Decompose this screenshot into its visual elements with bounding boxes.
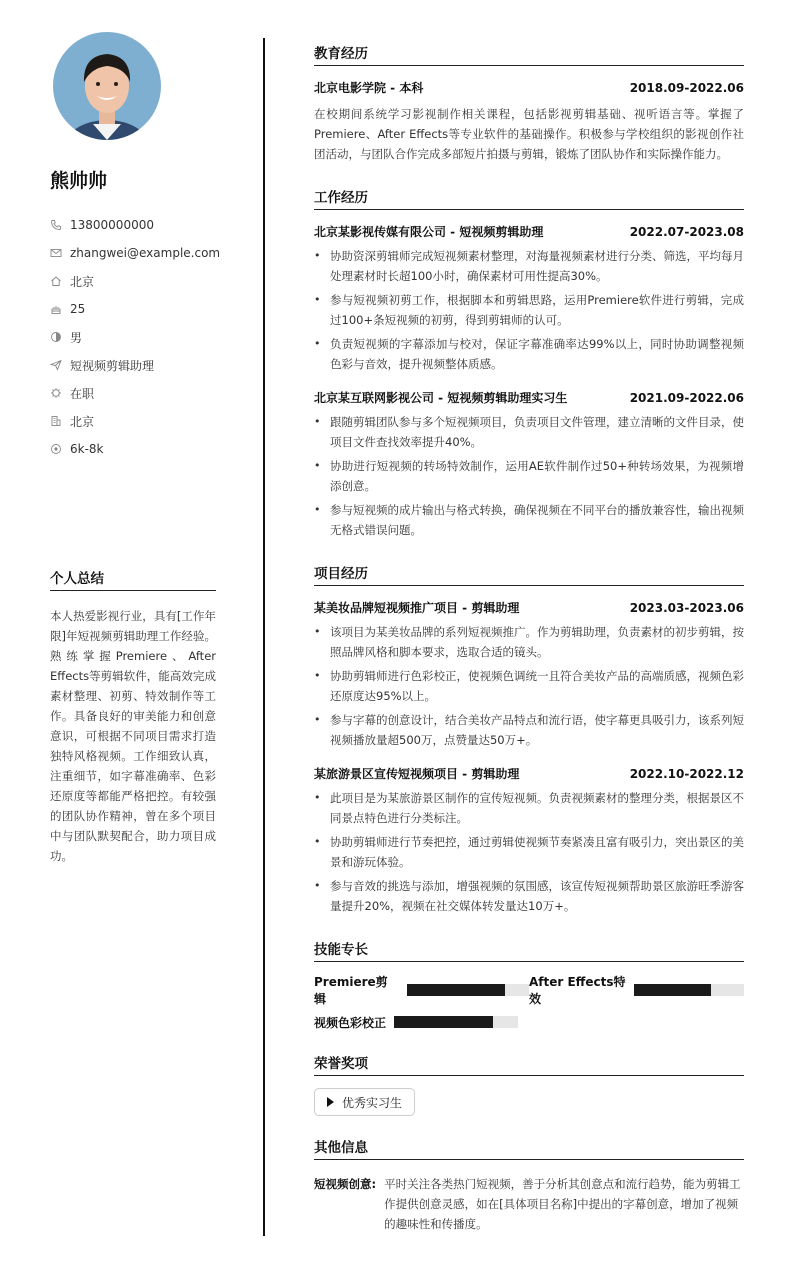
skill-level-fill: [407, 984, 505, 996]
skill-name: 视频色彩校正: [314, 1015, 387, 1030]
info-city: [50, 407, 216, 435]
skill-item: [529, 974, 744, 1006]
main-content: [314, 42, 744, 1234]
home-icon: [50, 275, 62, 287]
entry-title: 北京电影学院 - 本科: [314, 81, 424, 95]
entry-date: 2022.07-2023.08: [629, 225, 744, 239]
status-icon: [50, 387, 62, 399]
bullet-list: [314, 788, 744, 916]
column-divider: [263, 38, 265, 1236]
section-title: 技能专长: [314, 938, 744, 962]
list-item: • 负责短视频的字幕添加与校对，保证字幕准确率达99%以上，同时协助调整视频色彩与音效，提升视频整体质感。: [314, 334, 744, 374]
skill-item: [314, 974, 529, 1006]
entry-date: 2023.03-2023.06: [629, 601, 744, 615]
info-value: zhangwei@example.com: [70, 246, 221, 260]
honor-label: 优秀实习生: [342, 1095, 403, 1110]
list-item: • 跟随剪辑团队参与多个短视频项目，负责项目文件管理，建立清晰的文件目录，使项目文件查找效率提升40%。: [314, 412, 744, 452]
entry-title: 某美妆品牌短视频推广项目 - 剪辑助理: [314, 601, 520, 615]
sidebar: [50, 32, 221, 463]
play-triangle-icon: [327, 1097, 334, 1107]
entry-title: 某旅游景区宣传短视频项目 - 剪辑助理: [314, 767, 520, 781]
skill-item: [314, 1006, 529, 1038]
cake-icon: [50, 303, 62, 315]
projects-section: [314, 562, 744, 916]
education-entry-head: [314, 80, 744, 96]
entry-title: 北京某影视传媒有限公司 - 短视频剪辑助理: [314, 225, 544, 239]
honors-section: [314, 1052, 744, 1116]
email-icon: [50, 247, 62, 259]
skill-level-fill: [634, 984, 711, 996]
info-gender: [50, 323, 216, 351]
info-age: [50, 295, 216, 323]
bullet-list: [314, 622, 744, 750]
info-position: [50, 351, 216, 379]
entry-description: 在校期间系统学习影视制作相关课程，包括影视剪辑基础、视听语言等。掌握了Premiere、After Effects等专业软件的基础操作。积极参与学校组织的影视创作社团活动，与团队合作完成多部短片拍摄与剪辑，锻炼了团队协作和实际操作能力。: [314, 107, 744, 161]
other-section: [314, 1136, 744, 1234]
info-home: [50, 267, 216, 295]
send-icon: [50, 359, 62, 371]
skill-name: Premiere剪辑: [314, 975, 388, 1006]
entry-date: 2018.09-2022.06: [629, 81, 744, 95]
salary-icon: [50, 443, 62, 455]
contact-info-list: [50, 211, 221, 463]
section-title: 荣誉奖项: [314, 1052, 744, 1076]
list-item: • 参与字幕的创意设计，结合美妆产品特点和流行语，使字幕更具吸引力，该系列短视频播放量超500万，点赞量达50万+。: [314, 710, 744, 750]
honor-badge: [314, 1088, 415, 1116]
list-item: • 参与短视频初剪工作，根据脚本和剪辑思路，运用Premiere软件进行剪辑，完成过100+条短视频的初剪，得到剪辑师的认可。: [314, 290, 744, 330]
entry-title: 北京某互联网影视公司 - 短视频剪辑助理实习生: [314, 391, 568, 405]
info-phone: [50, 211, 216, 239]
work-entry-head: [314, 224, 744, 240]
skill-level-fill: [394, 1016, 493, 1028]
info-salary: [50, 435, 216, 463]
personal-summary: [50, 567, 216, 866]
list-item: • 协助进行短视频的转场特效制作，运用AE软件制作过50+种转场效果，为视频增添创意。: [314, 456, 744, 496]
info-value: 北京: [70, 414, 95, 429]
section-title: 项目经历: [314, 562, 744, 586]
info-value: 6k-8k: [70, 442, 104, 456]
work-entry-head: [314, 390, 744, 406]
skill-level-bar: [634, 984, 744, 996]
work-section: [314, 186, 744, 540]
avatar: [53, 32, 161, 140]
info-value: 在职: [70, 386, 95, 401]
building-icon: [50, 415, 62, 427]
section-title: 其他信息: [314, 1136, 744, 1160]
other-info-value: 平时关注各类热门短视频，善于分析其创意点和流行趋势，能为剪辑工作提供创意灵感，如在[具体项目名称]中提出的字幕创意，增加了视频的趣味性和传播度。: [384, 1177, 741, 1231]
other-info-row: [314, 1174, 744, 1234]
summary-text: 本人热爱影视行业，具有[工作年限]年短视频剪辑助理工作经验。熟练掌握Premiere、After Effects等剪辑软件，能高效完成素材整理、初剪、特效制作等工作。具备良好的审美能力和创意意识，可根据不同项目需求打造独特风格视频。工作细致认真，注重细节，如字幕准确率、色彩还原度等都能严格把控。有较强的团队协作精神，曾在多个项目中与团队默契配合，助力项目成功。: [50, 609, 216, 863]
project-entry-head: [314, 600, 744, 616]
info-email: [50, 239, 221, 267]
bullet-list: [314, 412, 744, 540]
section-title: 工作经历: [314, 186, 744, 210]
info-status: [50, 379, 216, 407]
list-item: • 参与音效的挑选与添加，增强视频的氛围感，该宣传短视频帮助景区旅游旺季游客量提升20%，视频在社交媒体转发量达10万+。: [314, 876, 744, 916]
skill-level-bar: [394, 1016, 518, 1028]
section-title: 个人总结: [50, 567, 216, 591]
list-item: • 协助资深剪辑师完成短视频素材整理，对海量视频素材进行分类、筛选，平均每月处理素材时长超100小时，确保素材可用性提高30%。: [314, 246, 744, 286]
skills-list: [314, 974, 744, 1038]
gender-icon: [50, 331, 62, 343]
info-value: 13800000000: [70, 218, 154, 232]
phone-icon: [50, 219, 62, 231]
info-value: 短视频剪辑助理: [70, 358, 155, 373]
bullet-list: [314, 246, 744, 374]
list-item: • 协助剪辑师进行色彩校正，使视频色调统一且符合美妆产品的高端质感，视频色彩还原度达95%以上。: [314, 666, 744, 706]
skill-name: After Effects特效: [529, 975, 626, 1006]
list-item: • 此项目是为某旅游景区制作的宣传短视频。负责视频素材的整理分类，根据景区不同景点特色进行分类标注。: [314, 788, 744, 828]
skill-level-bar: [407, 984, 529, 996]
skills-section: [314, 938, 744, 1038]
info-value: 25: [70, 302, 86, 316]
entry-date: 2021.09-2022.06: [629, 391, 744, 405]
list-item: • 参与短视频的成片输出与格式转换，确保视频在不同平台的播放兼容性，输出视频无格式错误问题。: [314, 500, 744, 540]
other-info-key: 短视频创意:: [314, 1177, 377, 1191]
education-section: [314, 42, 744, 164]
list-item: • 该项目为某美妆品牌的系列短视频推广。作为剪辑助理，负责素材的初步剪辑，按照品牌风格和脚本要求，选取合适的镜头。: [314, 622, 744, 662]
section-title: 教育经历: [314, 42, 744, 66]
info-value: 北京: [70, 274, 95, 289]
candidate-name: 熊帅帅: [50, 170, 108, 192]
list-item: • 协助剪辑师进行节奏把控，通过剪辑使视频节奏紧凑且富有吸引力，突出景区的美景和游玩体验。: [314, 832, 744, 872]
entry-date: 2022.10-2022.12: [629, 767, 744, 781]
info-value: 男: [70, 330, 83, 345]
project-entry-head: [314, 766, 744, 782]
